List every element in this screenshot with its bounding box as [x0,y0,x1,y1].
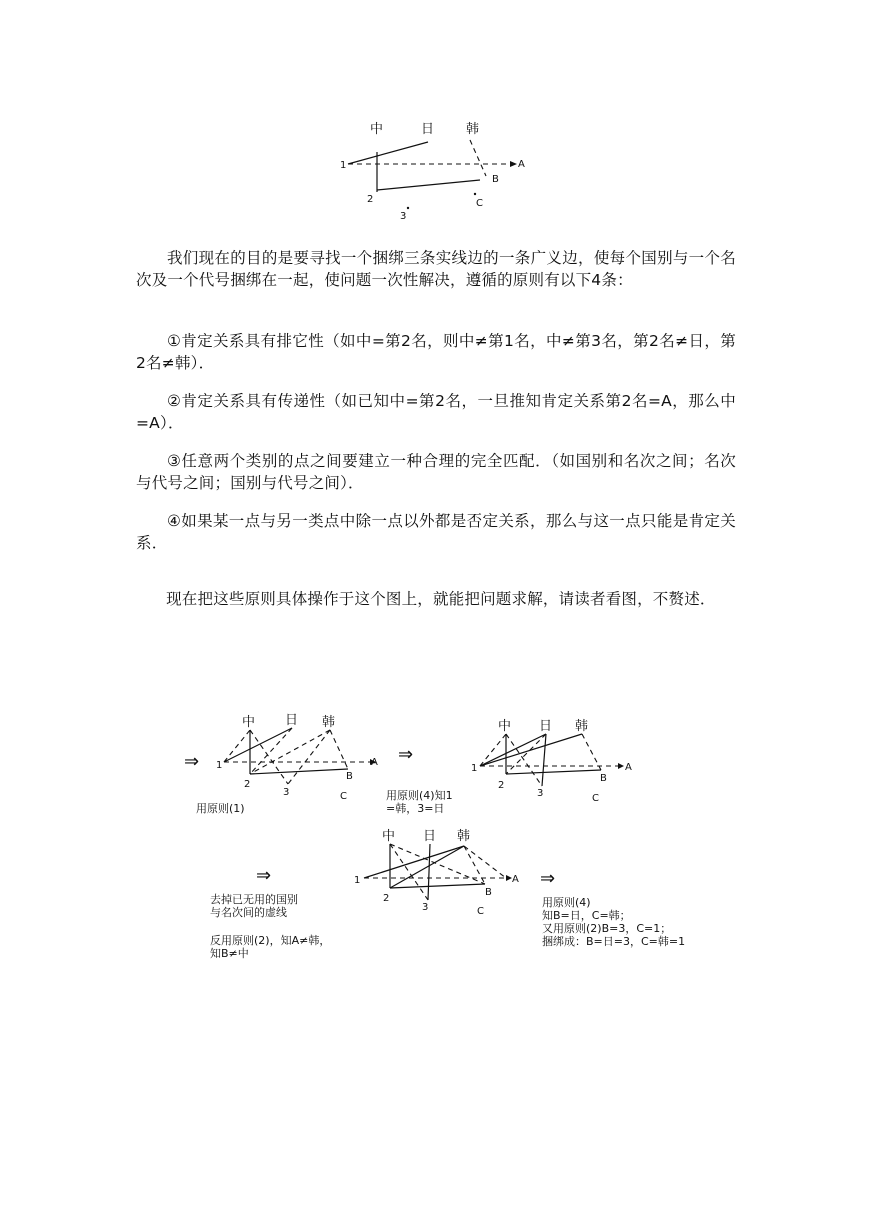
step4-caption-line3: 又用原则(2)B=3，C=1； [542,922,672,935]
step3-arrow: ⇒ [256,865,272,886]
s3-label-B: B [485,887,492,898]
s1-edge-han-2 [250,730,330,774]
s2-label-han: 韩 [575,719,589,734]
s2-edge-2-B [506,770,601,774]
s1-label-B: B [346,771,353,782]
step3-caption-line3: 反用原则(2)，知A≠韩， [210,934,331,947]
label-C: C [476,198,483,209]
edge-2-B [377,180,480,190]
s1-edge-han-3 [288,730,330,784]
s2-edge-ri-3 [542,734,546,786]
s3-label-3: 3 [422,902,429,913]
step1-caption: 用原则(1) [196,802,245,815]
s3-edge-2-B [390,884,485,888]
s1-edge-han-B [330,730,348,769]
step3-caption-line2: 与名次间的虚线 [210,906,287,919]
paragraph-rule-1: ①肯定关系具有排它性（如中=第2名，则中≠第1名，中≠第3名，第2名≠日，第2名≠韩）． [136,332,736,372]
step4-caption-line2: 知B=日，C=韩； [542,909,631,922]
s3-label-C: C [477,906,484,917]
s2-label-3: 3 [537,788,544,799]
arrow-head-A [510,161,517,167]
s1-label-ri: 日 [285,713,299,728]
step3-caption-line1: 去掉已无用的国别 [210,893,298,906]
s1-edge-ri-2 [250,728,292,774]
s2-arrow-head [618,763,624,769]
s2-label-A: A [625,762,632,773]
label-3: 3 [400,211,407,222]
s2-label-C: C [592,793,599,804]
step4-caption-line1: 用原则(4) [542,896,591,909]
label-B: B [492,174,499,185]
s1-edge-2-B [250,769,348,774]
edge-1-ri [348,142,428,164]
step4-arrow: ⇒ [540,868,556,889]
paragraph-rule-2: ②肯定关系具有传递性（如已知中=第2名，一旦推知肯定关系第2名=A，那么中=A）． [136,392,736,432]
step1-arrow: ⇒ [184,751,200,772]
paragraph-conclusion: 现在把这些原则具体操作于这个图上，就能把问题求解，请读者看图，不赘述． [166,590,716,608]
s3-label-A: A [512,874,519,885]
label-han: 韩 [466,122,480,137]
step1-figure [180,712,380,802]
step2-caption-line1: 用原则(4)知1 [386,789,453,802]
s1-label-zhong: 中 [242,715,256,730]
s2-edge-han-B [582,734,601,770]
s2-edge-zhong-3 [506,734,542,786]
s2-label-B: B [600,773,607,784]
s1-label-1: 1 [216,760,223,771]
paragraph-rule-3: ③任意两个类别的点之间要建立一种合理的完全匹配．（如国别和名次之间；名次与代号之间；国别与代号之间）． [136,452,736,492]
label-A: A [518,159,525,170]
s3-label-zhong: 中 [382,829,396,844]
s3-label-han: 韩 [457,829,471,844]
s2-label-1: 1 [471,763,478,774]
step3-figure [250,826,530,921]
step1-svg [180,712,380,802]
s2-edge-ri-2 [506,734,546,774]
dot-C [474,193,476,195]
top-graph-figure [330,118,530,228]
edge-han-B [470,140,486,176]
top-graph-svg [330,118,530,228]
s3-edge-1-han [364,846,464,878]
s1-label-3: 3 [283,787,290,798]
step3-caption-line4: 知B≠中 [210,947,249,960]
label-ri: 日 [421,122,435,137]
s1-label-2: 2 [244,779,251,790]
step2-arrow: ⇒ [398,744,414,765]
step4-arrow-svg [540,864,580,890]
s2-label-ri: 日 [539,719,553,734]
step3-svg [250,826,530,921]
s1-edge-1-zhong [224,730,250,762]
s3-edge-ri-3 [428,844,430,900]
step4-caption-line4: 捆绑成：B=日=3，C=韩=1 [542,935,686,948]
s2-label-2: 2 [498,780,505,791]
paragraph-rule-4: ④如果某一点与另一类点中除一点以外都是否定关系，那么与这一点只能是肯定关系． [136,512,736,552]
paragraph-intro: 我们现在的目的是要寻找一个捆绑三条实线边的一条广义边，使每个国别与一个名次及一个代号捆绑在一起，使问题一次性解决，遵循的原则有以下4条： [136,249,736,289]
s2-edge-1-ri [480,734,546,766]
s3-label-2: 2 [383,893,390,904]
s3-label-1: 1 [354,875,361,886]
s3-edge-han-A [464,846,506,878]
s2-edge-1-zhong [480,734,506,766]
s1-label-A: A [371,757,378,768]
s3-edge-han-2 [390,846,464,888]
s3-label-ri: 日 [423,829,437,844]
label-1: 1 [340,160,347,171]
s2-label-zhong: 中 [498,719,512,734]
s2-edge-1-han [480,734,582,766]
step2-caption-line2: =韩，3=日 [386,802,445,815]
label-2: 2 [367,194,374,205]
s1-label-C: C [340,791,347,802]
label-zhong: 中 [370,122,384,137]
s1-label-han: 韩 [322,715,336,730]
dot-3 [407,207,409,209]
